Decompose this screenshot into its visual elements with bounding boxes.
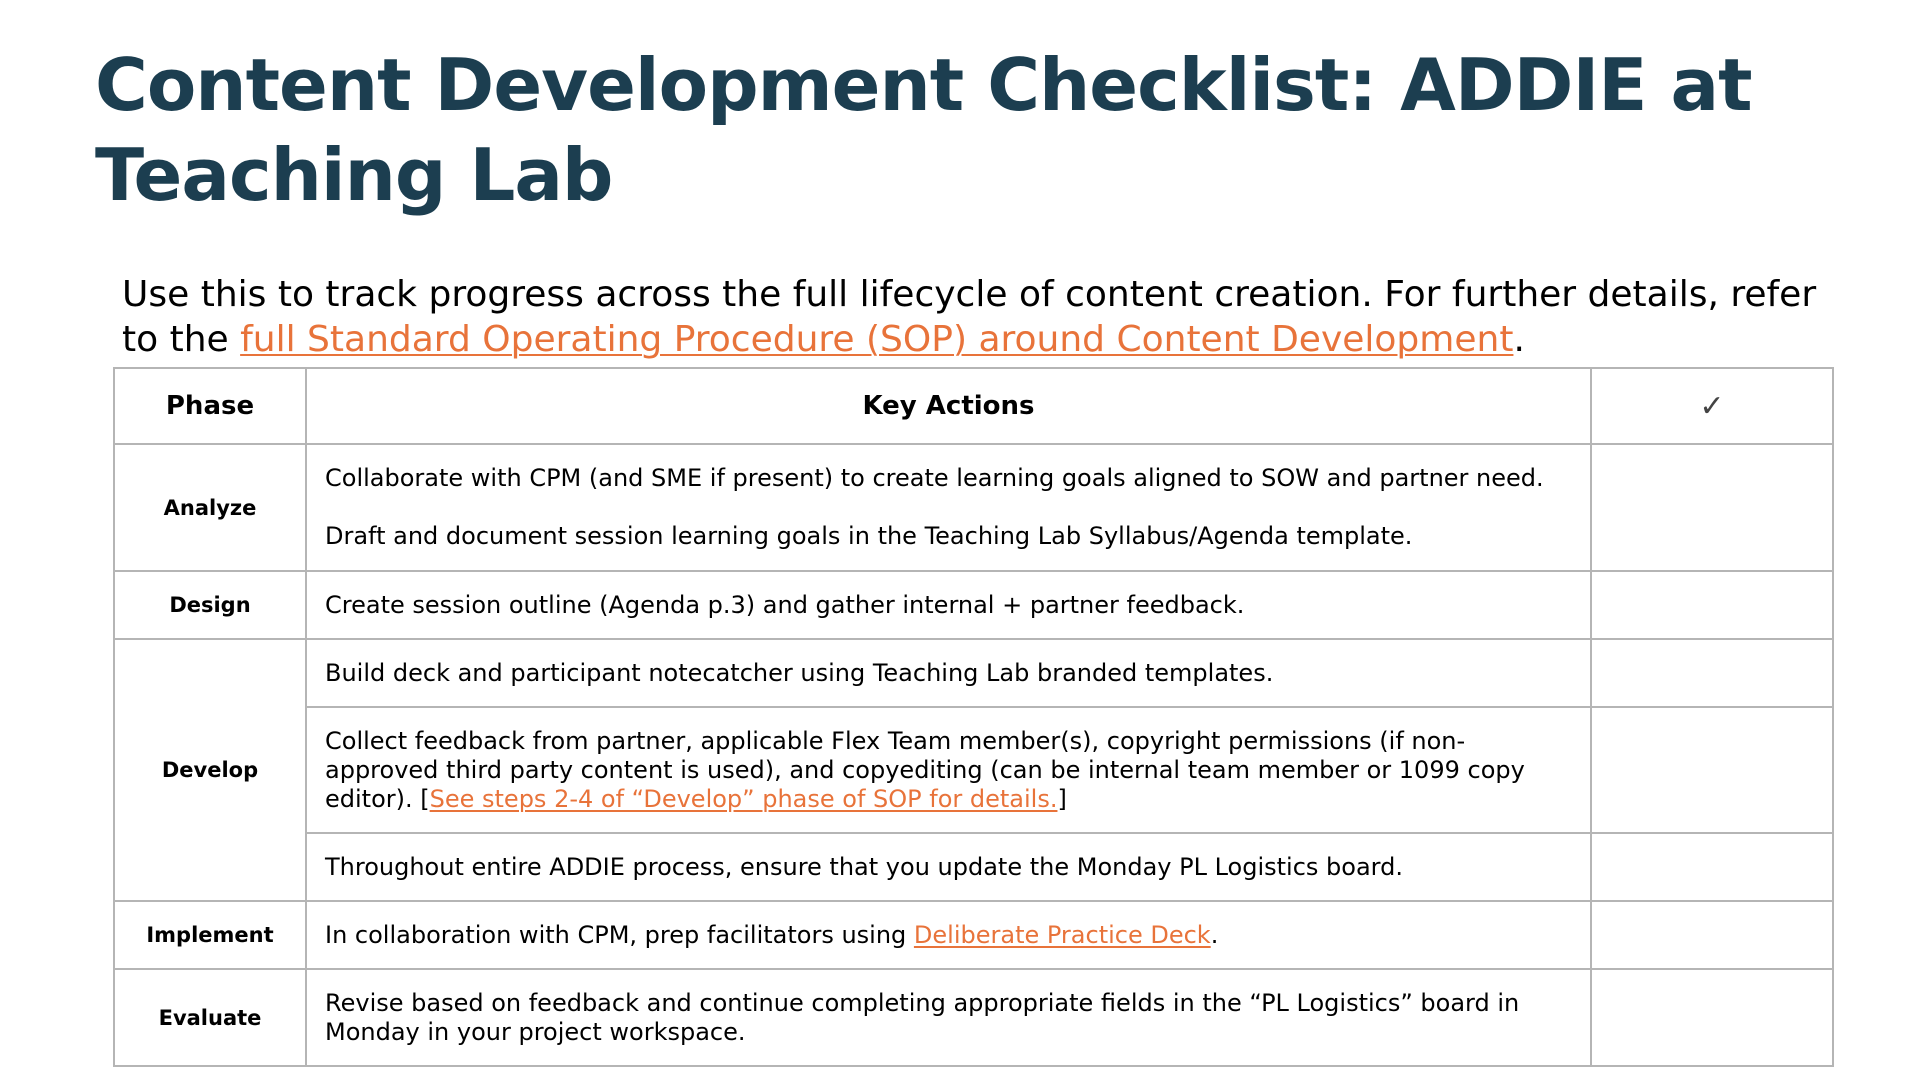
sop-link[interactable]: full Standard Operating Procedure (SOP) around Content Development [240, 319, 1514, 360]
table-row-implement [114, 901, 1833, 969]
action-develop-3: Throughout entire ADDIE process, ensure that you update the Monday PL Logistics board. [306, 833, 1591, 901]
deliberate-practice-deck-link[interactable]: Deliberate Practice Deck [913, 920, 1211, 949]
table-row-develop [114, 833, 1833, 901]
phase-evaluate: Evaluate [114, 969, 306, 1066]
phase-design: Design [114, 571, 306, 639]
phase-develop: Develop [114, 639, 306, 901]
table-row-evaluate [114, 969, 1833, 1066]
check-cell-develop-1[interactable] [1591, 639, 1833, 707]
checklist-table [113, 367, 1834, 1067]
intro-text: Use this to track progress across the full lifecycle of content creation. For further details, refer to the [122, 274, 1817, 360]
phase-header: Phase [114, 368, 306, 444]
action-develop-2 [306, 707, 1591, 833]
action-develop-1: Build deck and participant notecatcher using Teaching Lab branded templates. [306, 639, 1591, 707]
table-row-develop [114, 639, 1833, 707]
phase-analyze: Analyze [114, 444, 306, 571]
check-cell-design[interactable] [1591, 571, 1833, 639]
checkmark-header-icon: ✓ [1591, 368, 1833, 444]
page-title: Content Development Checklist: ADDIE at Teaching Lab [95, 43, 1752, 217]
action-text: Collaborate with CPM (and SME if present) to create learning goals aligned to SOW and partner need. [325, 464, 1544, 492]
check-cell-analyze[interactable] [1591, 444, 1833, 571]
check-cell-evaluate[interactable] [1591, 969, 1833, 1066]
table-row-analyze [114, 444, 1833, 571]
action-text: Collect feedback from partner, applicable Flex Team member(s), copyright permissions (if non-approved third party content is used), and copyediting (can be internal team member or 1099 copy editor). [ [325, 726, 1525, 813]
action-text: Draft and document session learning goals in the Teaching Lab Syllabus/Agenda template. [325, 522, 1413, 550]
intro-paragraph [122, 272, 1822, 362]
action-evaluate: Revise based on feedback and continue completing appropriate fields in the “PL Logistics” board in Monday in your project workspace. [306, 969, 1591, 1066]
phase-implement: Implement [114, 901, 306, 969]
action-design: Create session outline (Agenda p.3) and gather internal + partner feedback. [306, 571, 1591, 639]
table-row-design [114, 571, 1833, 639]
action-text-end: ] [1057, 784, 1067, 813]
action-analyze [306, 444, 1591, 571]
check-cell-implement[interactable] [1591, 901, 1833, 969]
action-text: In collaboration with CPM, prep facilitators using [325, 920, 914, 949]
check-cell-develop-2[interactable] [1591, 707, 1833, 833]
sop-develop-steps-link[interactable]: See steps 2-4 of “Develop” phase of SOP for details. [429, 784, 1058, 813]
action-implement [306, 901, 1591, 969]
header-row [114, 368, 1833, 444]
check-cell-develop-3[interactable] [1591, 833, 1833, 901]
action-text-end: . [1210, 920, 1219, 949]
intro-period: . [1513, 319, 1525, 360]
table-row-develop [114, 707, 1833, 833]
key-actions-header: Key Actions [306, 368, 1591, 444]
